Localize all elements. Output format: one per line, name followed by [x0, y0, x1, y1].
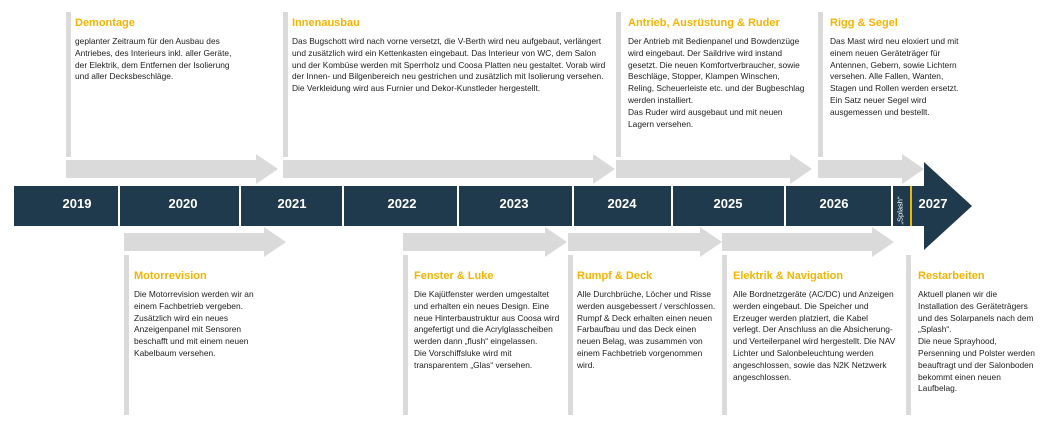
connector-line	[818, 12, 823, 157]
year-label: 2024	[607, 196, 637, 211]
phase-rigg	[830, 17, 960, 119]
phase-innenausbau	[292, 17, 610, 95]
phase-title: Elektrik & Navigation	[733, 270, 844, 282]
phase-demontage	[75, 17, 245, 83]
year-label: 2025	[713, 196, 743, 211]
connector-line	[124, 255, 129, 415]
connector-line	[722, 255, 727, 415]
year-label: 2021	[277, 196, 307, 211]
year-label: 2020	[168, 196, 198, 211]
splash-label: „Splash“	[895, 196, 905, 224]
phase-text: geplanter Zeitraum für den Ausbau des Antriebes, des Interieurs inkl. aller Geräte, der Elektrik, dem Entfernen der Isolierung und aller Decksbeschläge.	[75, 36, 232, 82]
phase-title: Restarbeiten	[918, 270, 985, 282]
phase-restarbeiten	[918, 270, 1036, 395]
year-label: 2023	[499, 196, 529, 211]
connector-line	[283, 12, 288, 157]
phase-title: Fenster & Luke	[414, 270, 494, 282]
phase-elektrik	[733, 270, 897, 383]
year-label: 2026	[819, 196, 849, 211]
phase-text: Die Kajütfenster werden umgestaltet und erhalten ein neues Design. Eine neue Hinterbaustruktur aus Coosa wird angefertigt und die Acrylglasscheiben werden dann „flush“ eingelassen. Die Vorschiffsluke wird mit transparentem „Glas“ versehen.	[414, 289, 560, 370]
connector-line	[403, 255, 408, 415]
phase-fenster	[414, 270, 564, 372]
connector-line	[568, 255, 573, 415]
connector-line	[66, 12, 71, 157]
phase-text: Alle Durchbrüche, Löcher und Risse werden ausgebessert / verschlossen. Rumpf & Deck erhalten einen neuen Farbaufbau und das Deck einen neuen Belag, was zusammen von einem Fachbetrieb vorgenommen wird.	[577, 289, 716, 370]
phase-text: Das Bugschott wird nach vorne versetzt, die V-Berth wird neu aufgebaut, verlängert und zusätzlich wird ein Kettenkasten eingebaut. Das Interieur von WC, dem Salon und der Kombüse werden mit Sperrholz und Coosa Platten neu gestaltet. Vorab wird der Innen- und Bilgenbereich neu gestrichen und zusätzlich mit Isolierung versehen. Die Verkleidung wird aus Furnier und Dekor-Kunstleder hergestellt.	[292, 36, 606, 94]
phase-text: Aktuell planen wir die Installation des Geräteträgers und des Solarpanels nach dem „Splash“. Die neue Sprayhood, Persenning und Polster werden beauftragt und der Salonboden bekommt einen neuen Laufbelag.	[918, 289, 1035, 394]
phase-motorrevision	[134, 270, 262, 360]
phase-antrieb	[628, 17, 808, 130]
phase-title: Demontage	[75, 17, 135, 29]
phase-title: Rigg & Segel	[830, 17, 898, 29]
phase-text: Das Mast wird neu eloxiert und mit einem neuen Geräteträger für Antennen, Gebern, sowie Lichtern versehen. Alle Fallen, Wanten, Stagen und Rollen werden ersetzt. Ein Satz neuer Segel wird ausgemessen und bestellt.	[830, 36, 959, 117]
phase-text: Der Antrieb mit Bedienpanel und Bowdenzüge wird eingebaut. Der Saildrive wird instand gesetzt. Die neuen Komfortverbraucher, sowie Beschläge, Stopper, Klampen Winschen, Reling, Scheuerleiste etc. und der Bugbeschlag werden installiert. Das Ruder wird ausgebaut und mit neuen Lagern versehen.	[628, 36, 805, 129]
year-label: 2027	[918, 196, 948, 211]
connector-line	[616, 12, 621, 157]
connector-line	[906, 255, 911, 415]
phase-title: Rumpf & Deck	[577, 270, 653, 282]
phase-text: Die Motorrevision werden wir an einem Fachbetrieb vergeben. Zusätzlich wird ein neues Anzeigenpanel mit Sensoren beschafft und mit einem neuen Kabelbaum versehen.	[134, 289, 254, 358]
year-label: 2019	[62, 196, 92, 211]
year-label: 2022	[387, 196, 417, 211]
phase-title: Motorrevision	[134, 270, 207, 282]
phase-text: Alle Bordnetzgeräte (AC/DC) und Anzeigen werden eingebaut. Die Speicher und Erzeuger werden platziert, die Kabel verlegt. Der Anschluss an die Absicherung- und Verteilerpanel wird hergestellt. Die NAV Lichter und Salonbeleuchtung werden angeschlossen, sowie das N2K Netzwerk angeschlossen.	[733, 289, 896, 382]
phase-rumpf	[577, 270, 717, 372]
phase-title: Antrieb, Ausrüstung & Ruder	[628, 17, 780, 29]
phase-title: Innenausbau	[292, 17, 360, 29]
